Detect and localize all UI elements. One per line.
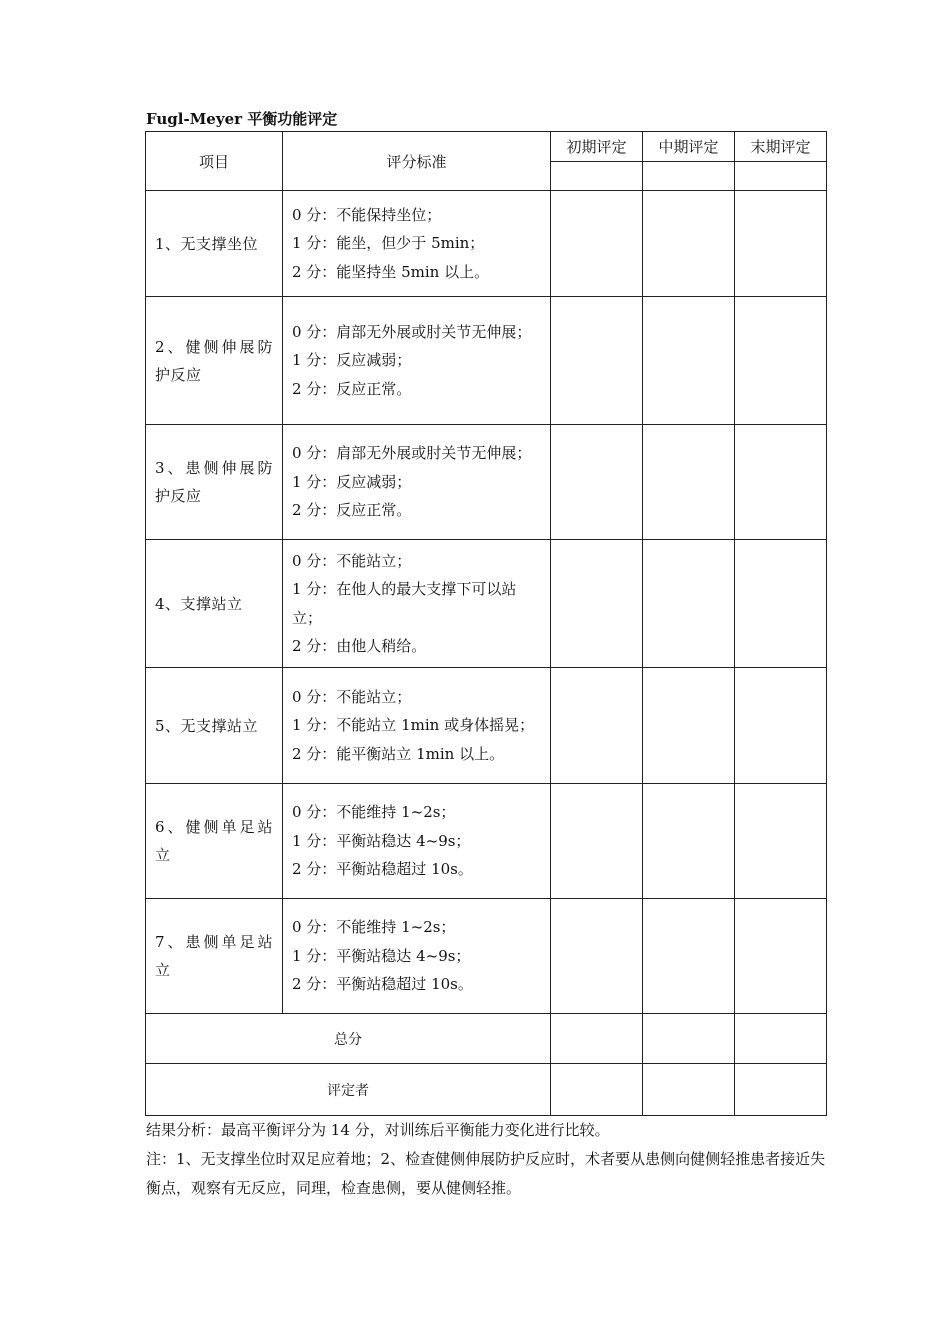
score-cell-final[interactable] [735, 540, 827, 668]
criteria-line: 1 分：反应减弱； [292, 472, 412, 491]
item-name: 5、无支撑站立 [146, 668, 283, 784]
criteria-cell [283, 297, 551, 425]
header-phase-initial-blank [551, 162, 643, 191]
score-cell-initial[interactable] [551, 425, 643, 540]
document-title: Fugl-Meyer 平衡功能评定 [146, 110, 338, 128]
item-name: 4、支撑站立 [146, 540, 283, 668]
note-text: 注：1、无支撑坐位时双足应着地；2、检查健侧伸展防护反应时，术者要从患侧向健侧轻推患者接近失衡点，观察有无反应，同理，检查患侧，要从健侧轻推。 [146, 1150, 826, 1197]
criteria-cell [283, 540, 551, 668]
item-name: 7、患侧单足站立 [146, 899, 283, 1014]
total-row [146, 1014, 827, 1064]
score-cell-initial[interactable] [551, 899, 643, 1014]
criteria-line: 0 分：不能维持 1~2s； [292, 803, 456, 822]
score-cell-initial[interactable] [551, 540, 643, 668]
criteria-line: 1 分：不能站立 1min 或身体摇晃； [292, 716, 535, 735]
criteria-line: 0 分：不能维持 1~2s； [292, 918, 456, 937]
assessor-row [146, 1064, 827, 1116]
score-cell-mid[interactable] [643, 540, 735, 668]
score-cell-mid[interactable] [643, 297, 735, 425]
score-cell-final[interactable] [735, 899, 827, 1014]
score-row [146, 425, 827, 540]
header-phase-mid: 中期评定 [643, 132, 735, 162]
score-cell-mid[interactable] [643, 425, 735, 540]
criteria-line: 2 分：能坚持坐 5min 以上。 [292, 262, 490, 281]
item-name: 1、无支撑坐位 [146, 191, 283, 297]
score-cell-final[interactable] [735, 784, 827, 899]
score-cell-initial[interactable] [551, 784, 643, 899]
score-cell-initial[interactable] [551, 297, 643, 425]
header-phase-initial: 初期评定 [551, 132, 643, 162]
criteria-line: 0 分：肩部无外展或肘关节无伸展； [292, 322, 532, 341]
score-cell-final[interactable] [735, 425, 827, 540]
criteria-line: 1 分：能坐，但少于 5min； [292, 234, 485, 253]
assessor-label: 评定者 [146, 1064, 551, 1116]
criteria-line: 0 分：不能站立； [292, 687, 412, 706]
score-cell-final[interactable] [735, 668, 827, 784]
score-row [146, 191, 827, 297]
total-label: 总分 [146, 1014, 551, 1064]
criteria-line: 2 分：平衡站稳超过 10s。 [292, 975, 473, 994]
score-cell-final[interactable] [735, 191, 827, 297]
score-cell-initial[interactable] [551, 191, 643, 297]
item-name: 3、患侧伸展防护反应 [146, 425, 283, 540]
fugl-meyer-balance-table [145, 131, 827, 1116]
criteria-line: 2 分：反应正常。 [292, 501, 412, 520]
score-cell-mid[interactable] [643, 668, 735, 784]
score-row [146, 540, 827, 668]
criteria-cell [283, 425, 551, 540]
criteria-line: 1 分：平衡站稳达 4~9s； [292, 946, 471, 965]
criteria-line: 1 分：在他人的最大支撑下可以站立； [292, 580, 517, 627]
score-row [146, 784, 827, 899]
score-row [146, 297, 827, 425]
item-name: 6、健侧单足站立 [146, 784, 283, 899]
criteria-line: 2 分：反应正常。 [292, 379, 412, 398]
criteria-line: 2 分：平衡站稳超过 10s。 [292, 860, 473, 879]
score-row [146, 668, 827, 784]
header-item: 项目 [146, 132, 283, 191]
total-cell-final[interactable] [735, 1014, 827, 1064]
criteria-cell [283, 899, 551, 1014]
criteria-line: 0 分：不能站立； [292, 551, 412, 570]
criteria-line: 1 分：平衡站稳达 4~9s； [292, 831, 471, 850]
criteria-cell [283, 668, 551, 784]
score-cell-mid[interactable] [643, 784, 735, 899]
criteria-cell [283, 191, 551, 297]
header-criteria: 评分标准 [283, 132, 551, 191]
header-phase-final: 末期评定 [735, 132, 827, 162]
criteria-line: 0 分：肩部无外展或肘关节无伸展； [292, 444, 532, 463]
criteria-line: 1 分：反应减弱； [292, 351, 412, 370]
result-analysis: 结果分析：最高平衡评分为 14 分，对训练后平衡能力变化进行比较。 [146, 1121, 610, 1139]
item-name: 2、健侧伸展防护反应 [146, 297, 283, 425]
criteria-line: 0 分：不能保持坐位； [292, 205, 442, 224]
criteria-line: 2 分：能平衡站立 1min 以上。 [292, 744, 505, 763]
header-phase-mid-blank [643, 162, 735, 191]
assessor-cell-mid[interactable] [643, 1064, 735, 1116]
score-row [146, 899, 827, 1014]
assessor-cell-final[interactable] [735, 1064, 827, 1116]
total-cell-mid[interactable] [643, 1014, 735, 1064]
score-cell-final[interactable] [735, 297, 827, 425]
header-phase-final-blank [735, 162, 827, 191]
score-cell-mid[interactable] [643, 899, 735, 1014]
score-cell-initial[interactable] [551, 668, 643, 784]
criteria-line: 2 分：由他人稍给。 [292, 637, 427, 655]
score-cell-mid[interactable] [643, 191, 735, 297]
assessor-cell-initial[interactable] [551, 1064, 643, 1116]
criteria-cell [283, 784, 551, 899]
total-cell-initial[interactable] [551, 1014, 643, 1064]
